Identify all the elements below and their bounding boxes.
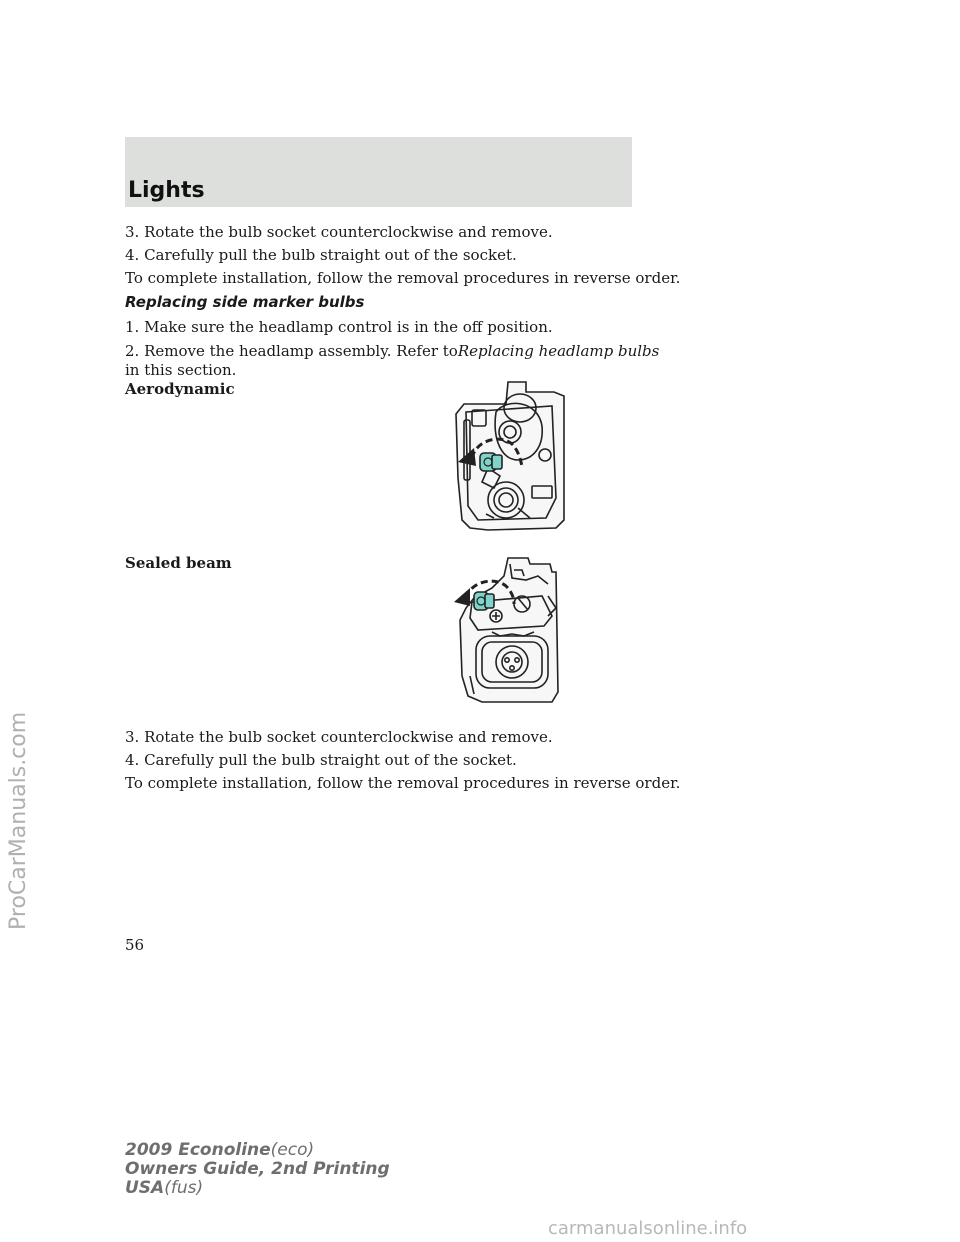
aerodynamic-label: Aerodynamic	[125, 380, 235, 398]
footer-guide: Owners Guide, 2nd Printing	[125, 1159, 390, 1179]
page-number: 56	[125, 936, 145, 954]
side-step-4: 4. Carefully pull the bulb straight out of the socket.	[125, 751, 517, 769]
side-watermark: ProCarManuals.com	[6, 711, 31, 930]
aerodynamic-headlamp-figure	[448, 378, 570, 540]
top-complete-note: To complete installation, follow the removal procedures in reverse order.	[125, 269, 681, 287]
side-step-1: 1. Make sure the headlamp control is in the off position.	[125, 318, 553, 336]
side-step-3: 3. Rotate the bulb socket counterclockwise and remove.	[125, 728, 553, 746]
side-step-2-cont: in this section.	[125, 361, 237, 379]
bottom-watermark: carmanualsonline.info	[548, 1218, 748, 1239]
top-step-4: 4. Carefully pull the bulb straight out of the socket.	[125, 246, 517, 264]
footer-market-code: (fus)	[164, 1178, 204, 1198]
sealed-beam-label: Sealed beam	[125, 554, 232, 572]
footer-market: USA	[125, 1178, 165, 1198]
top-step-3: 3. Rotate the bulb socket counterclockwise and remove.	[125, 223, 553, 241]
footer-imprint	[125, 1141, 390, 1198]
side-step-2	[125, 341, 659, 361]
section-title: Lights	[128, 178, 205, 203]
side-complete-note: To complete installation, follow the removal procedures in reverse order.	[125, 774, 681, 792]
side-step-2-reference: Replacing headlamp bulbs	[457, 342, 660, 360]
footer-model: 2009 Econoline	[125, 1140, 271, 1160]
side-step-2-prefix: 2. Remove the headlamp assembly. Refer to	[125, 342, 458, 360]
sealed-beam-headlamp-figure	[452, 556, 562, 706]
footer-model-code: (eco)	[270, 1140, 315, 1160]
side-marker-heading: Replacing side marker bulbs	[125, 293, 365, 311]
